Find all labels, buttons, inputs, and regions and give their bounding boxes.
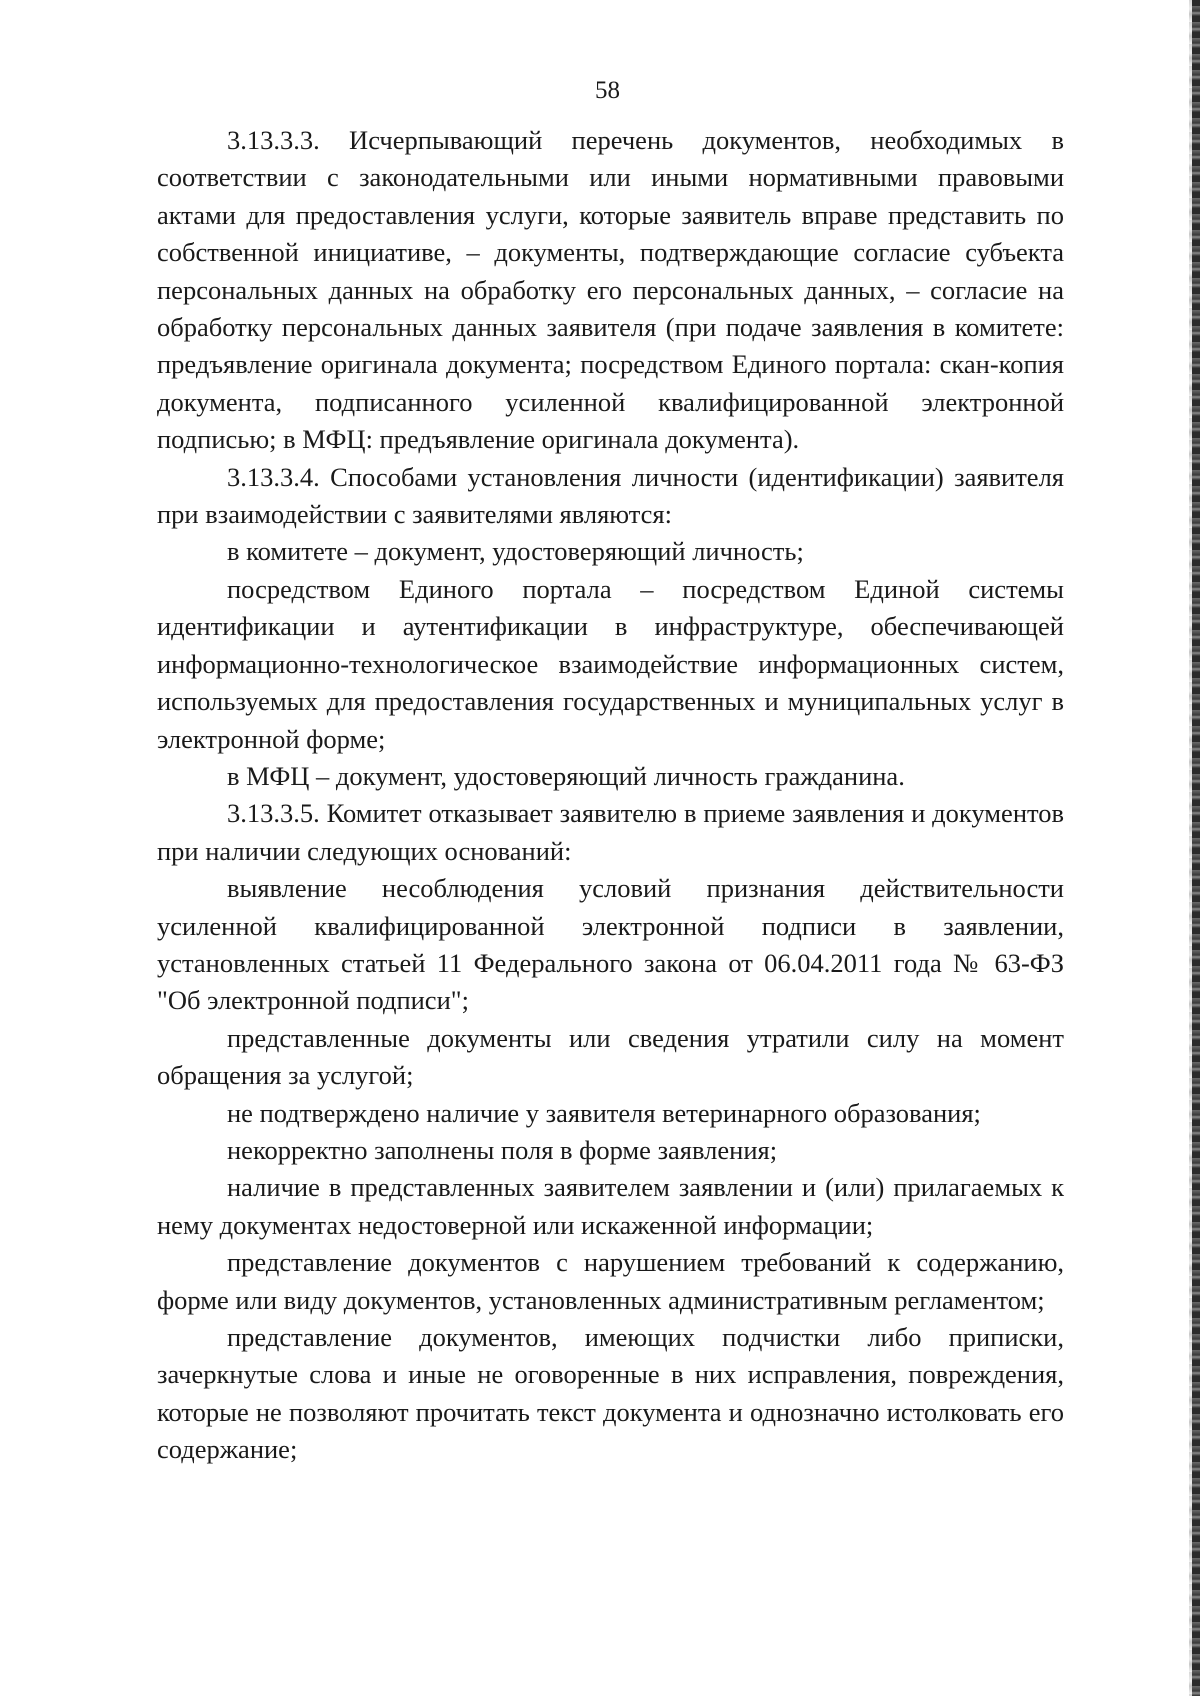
page-number: 58 [595,77,620,104]
list-item-unified-portal: посредством Единого портала – посредством Единой системы идентификации и аутентификации в инфраструктуре, обеспечивающей информационно-технологическое взаимодействие информационных систем, используемых для предоставления государственных и муниципальных услуг в электронной форме; [157,573,1064,754]
list-item-mfc: в МФЦ – документ, удостоверяющий личность гражданина. [227,760,905,791]
document-body [157,122,1064,1469]
refusal-ground-false-info: наличие в представленных заявителем заявлении и (или) прилагаемых к нему документах недостоверной или искаженной информации; [157,1172,1064,1240]
paragraph-3-13-3-3: 3.13.3.3. Исчерпывающий перечень документов, необходимых в соответствии с законодательными или иными нормативными правовыми актами для предоставления услуги, которые заявитель вправе представить по собственной инициативе, – документы, подтверждающие согласие субъекта персональных данных на обработку его персональных данных, – согласие на обработку персональных данных заявителя (при подаче заявления в комитете: предъявление оригинала документа; посредством Единого портала: скан-копия документа, подписанного усиленной квалифицированной электронной подписью; в МФЦ: предъявление оригинала документа). [157,125,1064,455]
scan-edge [1192,0,1200,1696]
refusal-ground-form-fields: некорректно заполнены поля в форме заявления; [227,1134,778,1165]
refusal-ground-requirements: представление документов с нарушением требований к содержанию, форме или виду документов, установленных административным регламентом; [157,1247,1064,1315]
refusal-ground-education: не подтверждено наличие у заявителя ветеринарного образования; [227,1097,981,1128]
paragraph-3-13-3-5: 3.13.3.5. Комитет отказывает заявителю в приеме заявления и документов при наличии следующих оснований: [157,798,1064,866]
refusal-ground-signature: выявление несоблюдения условий признания действительности усиленной квалифицированной электронной подписи в заявлении, установленных статьей 11 Федерального закона от 06.04.2011 года № 63-ФЗ "Об электронной подписи"; [157,873,1064,1016]
list-item-committee: в комитете – документ, удостоверяющий личность; [227,536,804,567]
refusal-ground-corrections: представление документов, имеющих подчистки либо приписки, зачеркнутые слова и иные не оговоренные в них исправления, повреждения, которые не позволяют прочитать текст документа и однозначно истолковать его содержание; [157,1322,1064,1465]
paragraph-3-13-3-4: 3.13.3.4. Способами установления личности (идентификации) заявителя при взаимодействии с заявителями являются: [157,461,1064,530]
refusal-ground-expired: представленные документы или сведения утратили силу на момент обращения за услугой; [157,1022,1064,1091]
